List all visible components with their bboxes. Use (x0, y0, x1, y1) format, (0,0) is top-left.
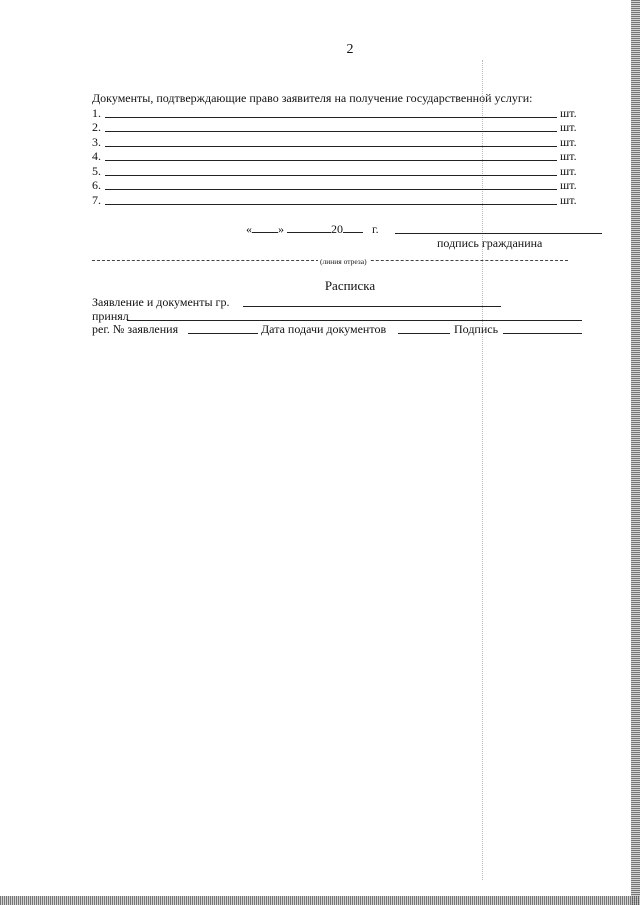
row-number: 7. (92, 193, 101, 207)
row-number: 2. (92, 120, 101, 134)
citizen-signature-field[interactable] (395, 233, 602, 234)
month-field[interactable] (287, 222, 331, 233)
close-quote: » (278, 222, 284, 236)
accepted-by-field[interactable] (127, 320, 582, 321)
row-number: 4. (92, 149, 101, 163)
row-number: 3. (92, 135, 101, 149)
date-line (246, 222, 379, 237)
year-field[interactable] (343, 222, 363, 233)
document-entry-field[interactable] (105, 204, 557, 205)
year-prefix: 20 (331, 222, 343, 236)
reg-number-label: рег. № заявления (92, 322, 179, 336)
cut-line-caption: (линия отреза) (320, 257, 367, 266)
row-number: 5. (92, 164, 101, 178)
submission-date-label: Дата подачи документов (261, 322, 387, 336)
row-unit: шт. (560, 193, 577, 207)
signature-caption: подпись гражданина (437, 236, 543, 250)
document-entry-field[interactable] (105, 189, 557, 190)
receipt-signature-label: Подпись (454, 322, 499, 336)
scan-fold-line (482, 60, 483, 880)
document-entry-field[interactable] (105, 117, 557, 118)
row-unit: шт. (560, 178, 577, 192)
applicant-name-field[interactable] (243, 306, 501, 307)
document-entry-field[interactable] (105, 160, 557, 161)
row-unit: шт. (560, 149, 577, 163)
scan-edge-bottom (0, 896, 640, 905)
submission-date-field[interactable] (398, 333, 450, 334)
document-entry-field[interactable] (105, 175, 557, 176)
document-entry-field[interactable] (105, 146, 557, 147)
receipt-signature-field[interactable] (503, 333, 582, 334)
row-unit: шт. (560, 164, 577, 178)
row-number: 1. (92, 106, 101, 120)
receipt-accepted-label: принял (92, 309, 129, 323)
day-field[interactable] (252, 222, 278, 233)
document-entry-field[interactable] (105, 131, 557, 132)
receipt-applicant-label: Заявление и документы гр. (92, 295, 230, 309)
row-number: 6. (92, 178, 101, 192)
receipt-title: Расписка (324, 278, 376, 293)
page-number: 2 (346, 42, 354, 57)
scan-edge-right (631, 0, 640, 905)
row-unit: шт. (560, 106, 577, 120)
row-unit: шт. (560, 135, 577, 149)
row-unit: шт. (560, 120, 577, 134)
open-quote: « (246, 222, 252, 236)
documents-heading: Документы, подтверждающие право заявителя на получение государственной услуги: (92, 91, 533, 105)
year-suffix: г. (372, 222, 379, 236)
reg-number-field[interactable] (188, 333, 258, 334)
